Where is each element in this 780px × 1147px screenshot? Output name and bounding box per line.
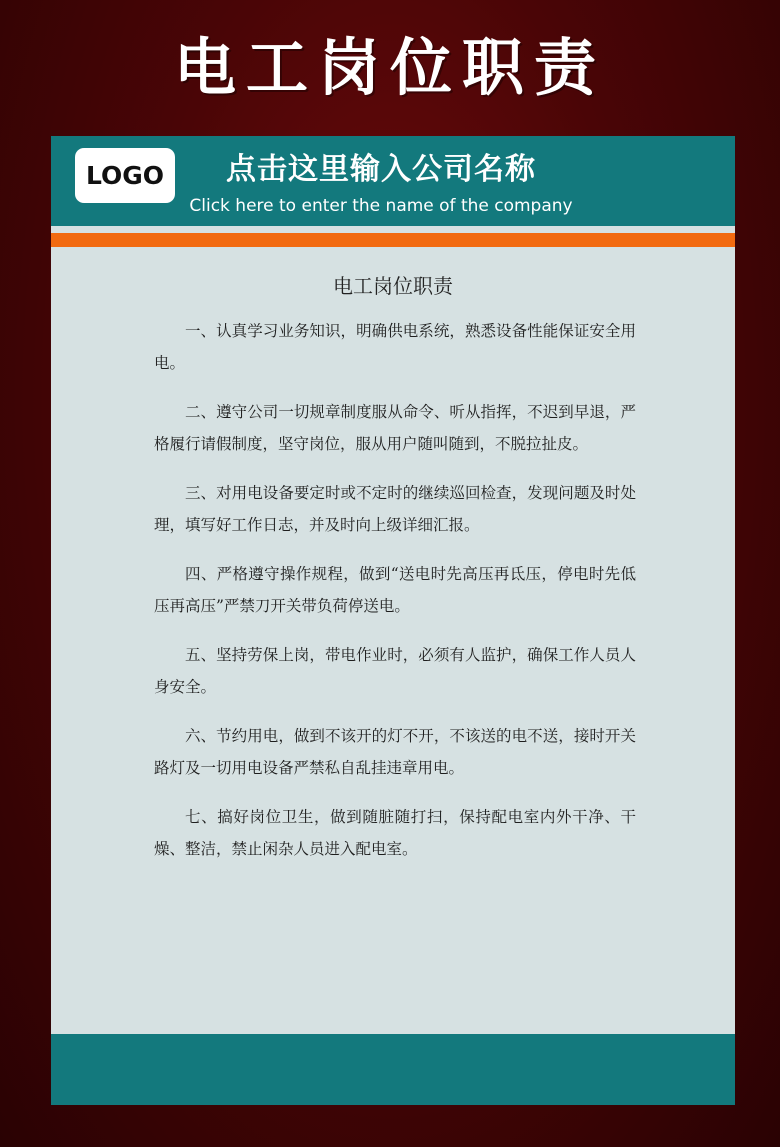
document-title: 电工岗位职责: [333, 274, 453, 298]
duty-item-5: 五、坚持劳保上岗，带电作业时，必须有人监护，确保工作人员人身安全。: [154, 646, 636, 696]
footer-bar: [51, 1034, 735, 1105]
company-header: [51, 136, 735, 226]
duty-item-2: 二、遵守公司一切规章制度服从命令、听从指挥，不迟到早退，严格履行请假制度，坚守岗位，服从用户随叫随到，不脱拉扯皮。: [154, 403, 636, 453]
logo-placeholder[interactable]: [75, 148, 175, 203]
poster-title: 电工岗位职责: [173, 31, 606, 104]
document-board: [51, 136, 735, 1105]
duty-item-6: 六、节约用电，做到不该开的灯不开，不该送的电不送，接时开关路灯及一切用电设备严禁私自乱挂违章用电。: [154, 727, 636, 777]
duty-item-7: 七、搞好岗位卫生，做到随脏随打扫，保持配电室内外干净、干燥、整洁，禁止闲杂人员进入配电室。: [154, 808, 636, 858]
duty-list: [154, 315, 636, 882]
logo-text: LOGO: [85, 161, 165, 190]
duty-item-4: 四、严格遵守操作规程，做到“送电时先高压再氐压，停电时先低压再高压”严禁刀开关带负荷停送电。: [154, 565, 636, 615]
orange-divider: [51, 233, 735, 247]
company-name-en[interactable]: Click here to enter the name of the company: [189, 196, 573, 216]
company-name-cn[interactable]: 点击这里输入公司名称: [226, 152, 536, 187]
duty-item-3: 三、对用电设备要定时或不定时的继续巡回检查，发现问题及时处理，填写好工作日志，并及时向上级详细汇报。: [154, 484, 636, 534]
duty-item-1: 一、认真学习业务知识，明确供电系统，熟悉设备性能保证安全用电。: [154, 322, 636, 372]
